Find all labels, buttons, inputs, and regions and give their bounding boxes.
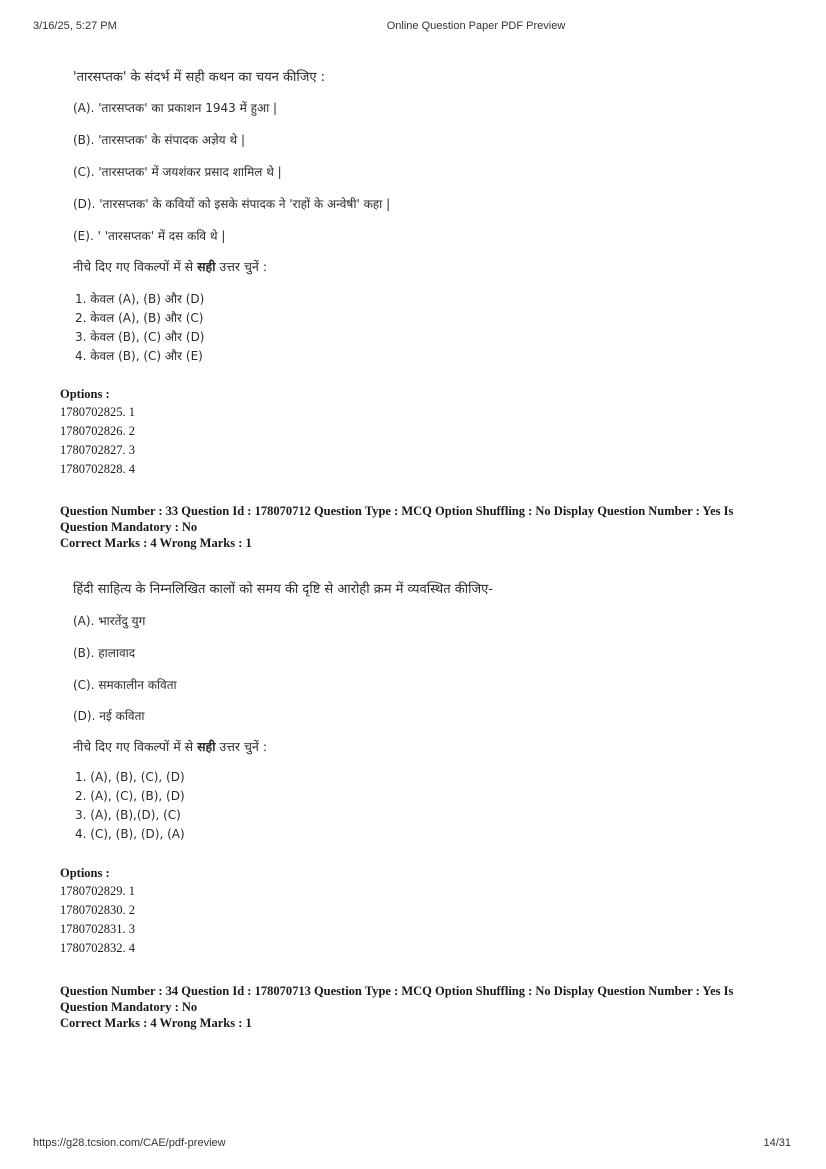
q33-statement-a: (A). भारतेंदु युग [73, 614, 146, 628]
q33-choice-3: 3. (A), (B),(D), (C) [75, 808, 181, 822]
q33-statement-d: (D). नई कविता [73, 709, 145, 723]
q32-choice-1: 1. केवल (A), (B) और (D) [75, 292, 205, 306]
q33-choice-2: 2. (A), (C), (B), (D) [75, 789, 185, 803]
q32-statement-b: (B). 'तारसप्तक' के संपादक अज्ञेय थे | [73, 133, 245, 147]
q34-meta [60, 983, 760, 1031]
q32-option-3: 1780702827. 3 [60, 443, 135, 457]
q32-choice-2: 2. केवल (A), (B) और (C) [75, 311, 204, 325]
q32-choice-4: 4. केवल (B), (C) और (E) [75, 349, 203, 363]
q33-statement-b: (B). हालावाद [73, 646, 136, 660]
q32-statement-e: (E). ' 'तारसप्तक' में दस कवि थे | [73, 229, 226, 243]
print-datetime: 3/16/25, 5:27 PM [33, 20, 117, 32]
q33-options-label: Options : [60, 866, 110, 880]
q33-option-3: 1780702831. 3 [60, 922, 135, 936]
q32-stem: 'तारसप्तक' के संदर्भ में सही कथन का चयन कीजिए : [73, 70, 326, 85]
q34-marks: Correct Marks : 4 Wrong Marks : 1 [60, 1016, 252, 1030]
q33-choice-1: 1. (A), (B), (C), (D) [75, 770, 185, 784]
q33-meta [60, 503, 760, 551]
page-number: 14/31 [763, 1137, 791, 1149]
q32-option-2: 1780702826. 2 [60, 424, 135, 438]
page-title: Online Question Paper PDF Preview [386, 20, 566, 32]
q32-instruction: नीचे दिए गए विकल्पों में से सही उत्तर चुनें : [73, 259, 268, 274]
q33-meta-line1: Question Number : 33 Question Id : 178070712 Question Type : MCQ Option Shuffling : No Display Question Number : Yes Is [60, 504, 734, 518]
q33-option-2: 1780702830. 2 [60, 903, 135, 917]
q32-option-1: 1780702825. 1 [60, 405, 135, 419]
q33-choice-4: 4. (C), (B), (D), (A) [75, 827, 185, 841]
q33-option-4: 1780702832. 4 [60, 941, 135, 955]
q33-statement-c: (C). समकालीन कविता [73, 678, 177, 692]
q33-marks: Correct Marks : 4 Wrong Marks : 1 [60, 536, 252, 550]
q32-statement-d: (D). 'तारसप्तक' के कवियों को इसके संपादक ने 'राहों के अन्वेषी' कहा | [73, 197, 391, 211]
q34-meta-line1: Question Number : 34 Question Id : 178070713 Question Type : MCQ Option Shuffling : No Display Question Number : Yes Is [60, 984, 734, 998]
q33-option-1: 1780702829. 1 [60, 884, 135, 898]
q32-statement-c: (C). 'तारसप्तक' में जयशंकर प्रसाद शामिल थे | [73, 165, 282, 179]
q32-choice-3: 3. केवल (B), (C) और (D) [75, 330, 205, 344]
q32-options-label: Options : [60, 387, 110, 401]
q33-instruction: नीचे दिए गए विकल्पों में से सही उत्तर चुनें : [73, 739, 268, 754]
q32-statement-a: (A). 'तारसप्तक' का प्रकाशन 1943 में हुआ | [73, 101, 278, 115]
q33-meta-line2: Question Mandatory : No [60, 520, 198, 534]
q33-stem: हिंदी साहित्य के निम्नलिखित कालों को समय की दृष्टि से आरोही क्रम में व्यवस्थित कीजिए- [73, 582, 493, 597]
q32-option-4: 1780702828. 4 [60, 462, 135, 476]
page-url: https://g28.tcsion.com/CAE/pdf-preview [33, 1137, 226, 1149]
q34-meta-line2: Question Mandatory : No [60, 1000, 198, 1014]
